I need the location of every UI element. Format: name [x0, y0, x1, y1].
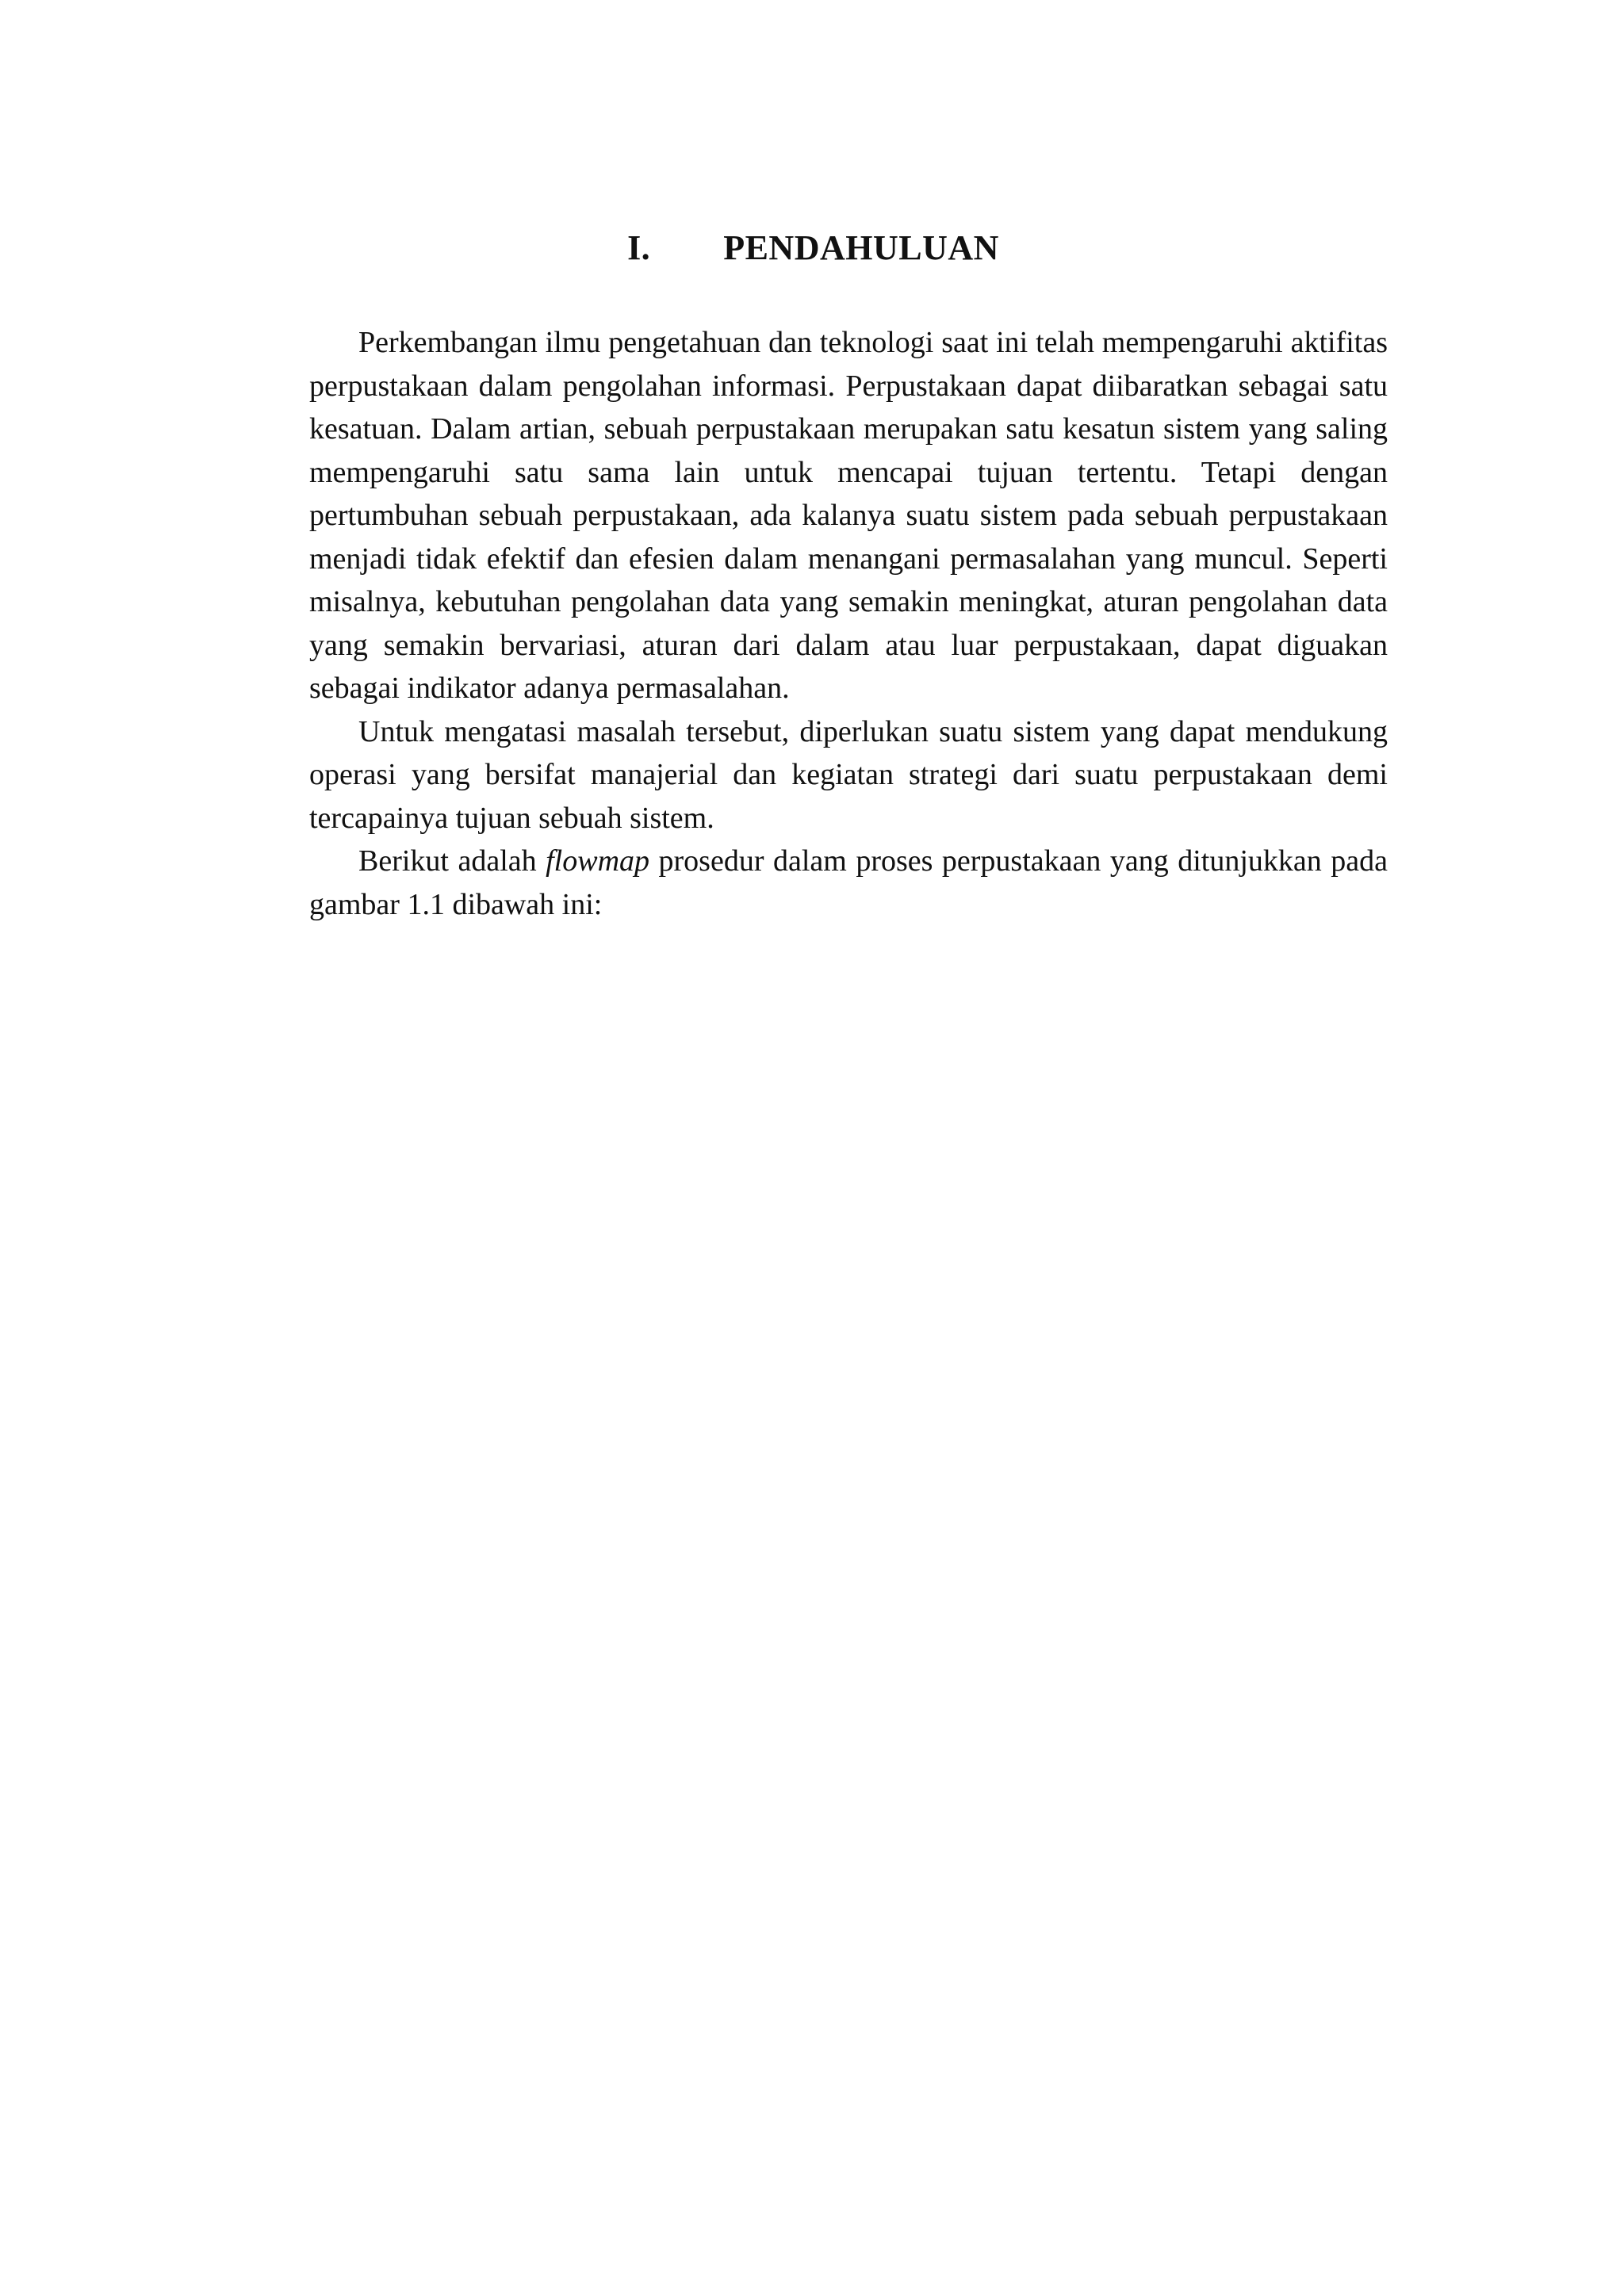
chapter-number: I.: [627, 228, 651, 267]
chapter-heading: [0, 224, 1624, 272]
chapter-title: PENDAHULUAN: [723, 228, 999, 267]
paragraph-solution: Untuk mengatasi masalah tersebut, diperlukan suatu sistem yang dapat mendukung operasi yang bersifat manajerial dan kegiatan strategi dari suatu perpustakaan demi tercapainya tujuan sebuah sistem.: [309, 714, 1388, 835]
paragraph-intro: Perkembangan ilmu pengetahuan dan teknologi saat ini telah mempengaruhi aktifitas perpustakaan dalam pengolahan informasi. Perpustakaan dapat diibaratkan sebagai satu kesatuan. Dalam artian, sebuah perpustakaan merupakan satu kesatun sistem yang saling mempengaruhi satu sama lain untuk mencapai tujuan tertentu. Tetapi dengan pertumbuhan sebuah perpustakaan, ada kalanya suatu sistem pada sebuah perpustakaan menjadi tidak efektif dan efesien dalam menangani permasalahan yang muncul. Seperti misalnya, kebutuhan pengolahan data yang semakin meningkat, aturan pengolahan data yang semakin bervariasi, aturan dari dalam atau luar perpustakaan, dapat diguakan sebagai indikator adanya permasalahan.: [309, 326, 1388, 705]
paragraph-flowmap-before: Berikut adalah: [358, 844, 546, 878]
paragraph-flowmap-after: prosedur dalam proses perpustakaan yang ditunjukkan pada gambar 1.1 dibawah ini:: [309, 844, 1388, 921]
flowmap-term: flowmap: [546, 844, 650, 878]
body-text: [309, 321, 1388, 926]
paragraph-flowmap: [309, 840, 1388, 926]
